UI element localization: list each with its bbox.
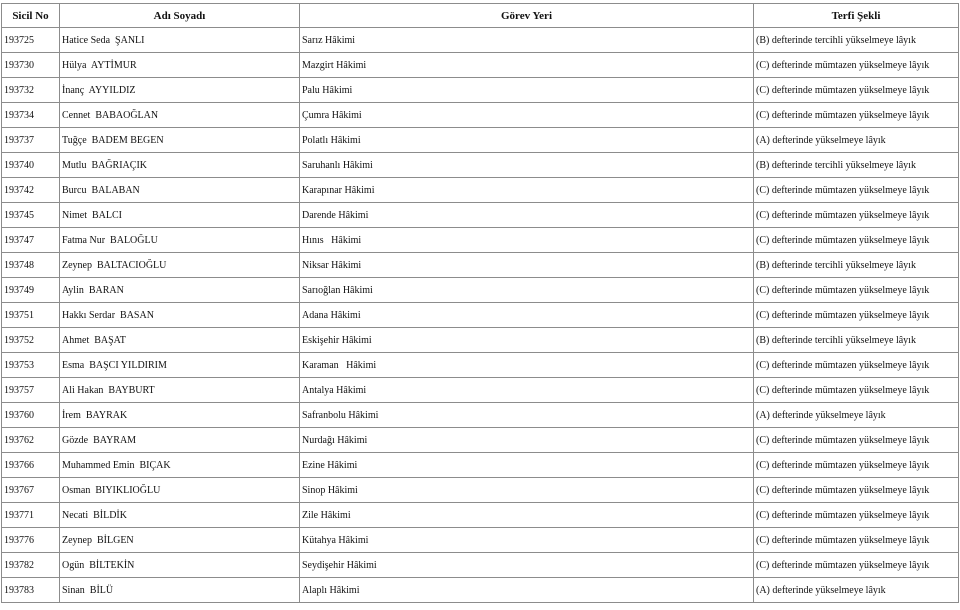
cell-terfi-sekli: (C) defterinde mümtazen yükselmeye lâyık [754, 278, 959, 303]
promotion-table [1, 3, 959, 603]
cell-gorev-yeri: Karaman Hâkimi [300, 353, 754, 378]
table-row [2, 553, 959, 578]
cell-adi-soyadi: Cennet BABAOĞLAN [60, 103, 300, 128]
cell-gorev-yeri: Safranbolu Hâkimi [300, 403, 754, 428]
cell-adi-soyadi: Necati BİLDİK [60, 503, 300, 528]
table-row [2, 203, 959, 228]
header-sicil-no: Sicil No [2, 4, 60, 28]
cell-terfi-sekli: (C) defterinde mümtazen yükselmeye lâyık [754, 453, 959, 478]
cell-sicil-no: 193776 [2, 528, 60, 553]
cell-adi-soyadi: Zeynep BİLGEN [60, 528, 300, 553]
cell-terfi-sekli: (B) defterinde tercihli yükselmeye lâyık [754, 253, 959, 278]
cell-gorev-yeri: Sinop Hâkimi [300, 478, 754, 503]
cell-gorev-yeri: Çumra Hâkimi [300, 103, 754, 128]
cell-adi-soyadi: Mutlu BAĞRIAÇIK [60, 153, 300, 178]
table-row [2, 303, 959, 328]
cell-sicil-no: 193732 [2, 78, 60, 103]
cell-gorev-yeri: Nurdağı Hâkimi [300, 428, 754, 453]
table-row [2, 453, 959, 478]
cell-adi-soyadi: Burcu BALABAN [60, 178, 300, 203]
cell-terfi-sekli: (C) defterinde mümtazen yükselmeye lâyık [754, 78, 959, 103]
cell-gorev-yeri: Adana Hâkimi [300, 303, 754, 328]
cell-sicil-no: 193762 [2, 428, 60, 453]
cell-terfi-sekli: (C) defterinde mümtazen yükselmeye lâyık [754, 528, 959, 553]
cell-terfi-sekli: (C) defterinde mümtazen yükselmeye lâyık [754, 303, 959, 328]
cell-sicil-no: 193734 [2, 103, 60, 128]
cell-sicil-no: 193751 [2, 303, 60, 328]
cell-gorev-yeri: Zile Hâkimi [300, 503, 754, 528]
cell-adi-soyadi: Tuğçe BADEM BEGEN [60, 128, 300, 153]
table-row [2, 328, 959, 353]
cell-sicil-no: 193771 [2, 503, 60, 528]
table-row [2, 253, 959, 278]
cell-terfi-sekli: (C) defterinde mümtazen yükselmeye lâyık [754, 228, 959, 253]
table-row [2, 228, 959, 253]
cell-adi-soyadi: Ali Hakan BAYBURT [60, 378, 300, 403]
table-row [2, 53, 959, 78]
cell-sicil-no: 193748 [2, 253, 60, 278]
cell-sicil-no: 193730 [2, 53, 60, 78]
table-row [2, 28, 959, 53]
cell-sicil-no: 193742 [2, 178, 60, 203]
cell-terfi-sekli: (C) defterinde mümtazen yükselmeye lâyık [754, 503, 959, 528]
cell-gorev-yeri: Kütahya Hâkimi [300, 528, 754, 553]
cell-sicil-no: 193783 [2, 578, 60, 603]
cell-adi-soyadi: Hakkı Serdar BASAN [60, 303, 300, 328]
cell-terfi-sekli: (A) defterinde yükselmeye lâyık [754, 578, 959, 603]
table-row [2, 353, 959, 378]
cell-sicil-no: 193745 [2, 203, 60, 228]
cell-sicil-no: 193753 [2, 353, 60, 378]
cell-sicil-no: 193766 [2, 453, 60, 478]
cell-adi-soyadi: Ahmet BAŞAT [60, 328, 300, 353]
table-row [2, 528, 959, 553]
cell-gorev-yeri: Sarız Hâkimi [300, 28, 754, 53]
cell-gorev-yeri: Antalya Hâkimi [300, 378, 754, 403]
cell-terfi-sekli: (C) defterinde mümtazen yükselmeye lâyık [754, 378, 959, 403]
header-gorev-yeri: Görev Yeri [300, 4, 754, 28]
cell-terfi-sekli: (C) defterinde mümtazen yükselmeye lâyık [754, 53, 959, 78]
cell-terfi-sekli: (C) defterinde mümtazen yükselmeye lâyık [754, 478, 959, 503]
cell-sicil-no: 193747 [2, 228, 60, 253]
cell-terfi-sekli: (C) defterinde mümtazen yükselmeye lâyık [754, 178, 959, 203]
cell-terfi-sekli: (C) defterinde mümtazen yükselmeye lâyık [754, 203, 959, 228]
cell-sicil-no: 193767 [2, 478, 60, 503]
cell-adi-soyadi: Sinan BİLÜ [60, 578, 300, 603]
cell-terfi-sekli: (B) defterinde tercihli yükselmeye lâyık [754, 328, 959, 353]
table-row [2, 103, 959, 128]
header-row [2, 4, 959, 28]
cell-gorev-yeri: Niksar Hâkimi [300, 253, 754, 278]
cell-terfi-sekli: (C) defterinde mümtazen yükselmeye lâyık [754, 353, 959, 378]
cell-gorev-yeri: Darende Hâkimi [300, 203, 754, 228]
table-row [2, 503, 959, 528]
table-body [2, 28, 959, 603]
cell-terfi-sekli: (C) defterinde mümtazen yükselmeye lâyık [754, 103, 959, 128]
cell-gorev-yeri: Ezine Hâkimi [300, 453, 754, 478]
cell-adi-soyadi: Gözde BAYRAM [60, 428, 300, 453]
cell-gorev-yeri: Alaplı Hâkimi [300, 578, 754, 603]
cell-gorev-yeri: Hınıs Hâkimi [300, 228, 754, 253]
cell-terfi-sekli: (B) defterinde tercihli yükselmeye lâyık [754, 153, 959, 178]
cell-gorev-yeri: Polatlı Hâkimi [300, 128, 754, 153]
cell-sicil-no: 193725 [2, 28, 60, 53]
cell-sicil-no: 193749 [2, 278, 60, 303]
cell-terfi-sekli: (C) defterinde mümtazen yükselmeye lâyık [754, 553, 959, 578]
cell-adi-soyadi: Esma BAŞCI YILDIRIM [60, 353, 300, 378]
cell-adi-soyadi: Zeynep BALTACIOĞLU [60, 253, 300, 278]
cell-sicil-no: 193737 [2, 128, 60, 153]
table-row [2, 403, 959, 428]
cell-gorev-yeri: Karapınar Hâkimi [300, 178, 754, 203]
table-row [2, 478, 959, 503]
cell-terfi-sekli: (B) defterinde tercihli yükselmeye lâyık [754, 28, 959, 53]
cell-terfi-sekli: (A) defterinde yükselmeye lâyık [754, 128, 959, 153]
cell-sicil-no: 193760 [2, 403, 60, 428]
cell-adi-soyadi: Nimet BALCI [60, 203, 300, 228]
table-row [2, 278, 959, 303]
cell-adi-soyadi: Osman BIYIKLIOĞLU [60, 478, 300, 503]
table-row [2, 178, 959, 203]
cell-sicil-no: 193782 [2, 553, 60, 578]
cell-sicil-no: 193757 [2, 378, 60, 403]
cell-adi-soyadi: Muhammed Emin BIÇAK [60, 453, 300, 478]
cell-adi-soyadi: Hatice Seda ŞANLI [60, 28, 300, 53]
cell-adi-soyadi: Fatma Nur BALOĞLU [60, 228, 300, 253]
cell-terfi-sekli: (A) defterinde yükselmeye lâyık [754, 403, 959, 428]
cell-adi-soyadi: Hülya AYTİMUR [60, 53, 300, 78]
cell-gorev-yeri: Sarıoğlan Hâkimi [300, 278, 754, 303]
cell-sicil-no: 193752 [2, 328, 60, 353]
table-row [2, 78, 959, 103]
table-row [2, 378, 959, 403]
cell-terfi-sekli: (C) defterinde mümtazen yükselmeye lâyık [754, 428, 959, 453]
cell-gorev-yeri: Palu Hâkimi [300, 78, 754, 103]
table-row [2, 128, 959, 153]
table-row [2, 428, 959, 453]
table-row [2, 153, 959, 178]
cell-adi-soyadi: Aylin BARAN [60, 278, 300, 303]
cell-sicil-no: 193740 [2, 153, 60, 178]
table-row [2, 578, 959, 603]
cell-gorev-yeri: Mazgirt Hâkimi [300, 53, 754, 78]
header-adi-soyadi: Adı Soyadı [60, 4, 300, 28]
cell-gorev-yeri: Eskişehir Hâkimi [300, 328, 754, 353]
header-terfi-sekli: Terfi Şekli [754, 4, 959, 28]
cell-adi-soyadi: İrem BAYRAK [60, 403, 300, 428]
cell-adi-soyadi: Ogün BİLTEKİN [60, 553, 300, 578]
cell-adi-soyadi: İnanç AYYILDIZ [60, 78, 300, 103]
cell-gorev-yeri: Saruhanlı Hâkimi [300, 153, 754, 178]
cell-gorev-yeri: Seydişehir Hâkimi [300, 553, 754, 578]
